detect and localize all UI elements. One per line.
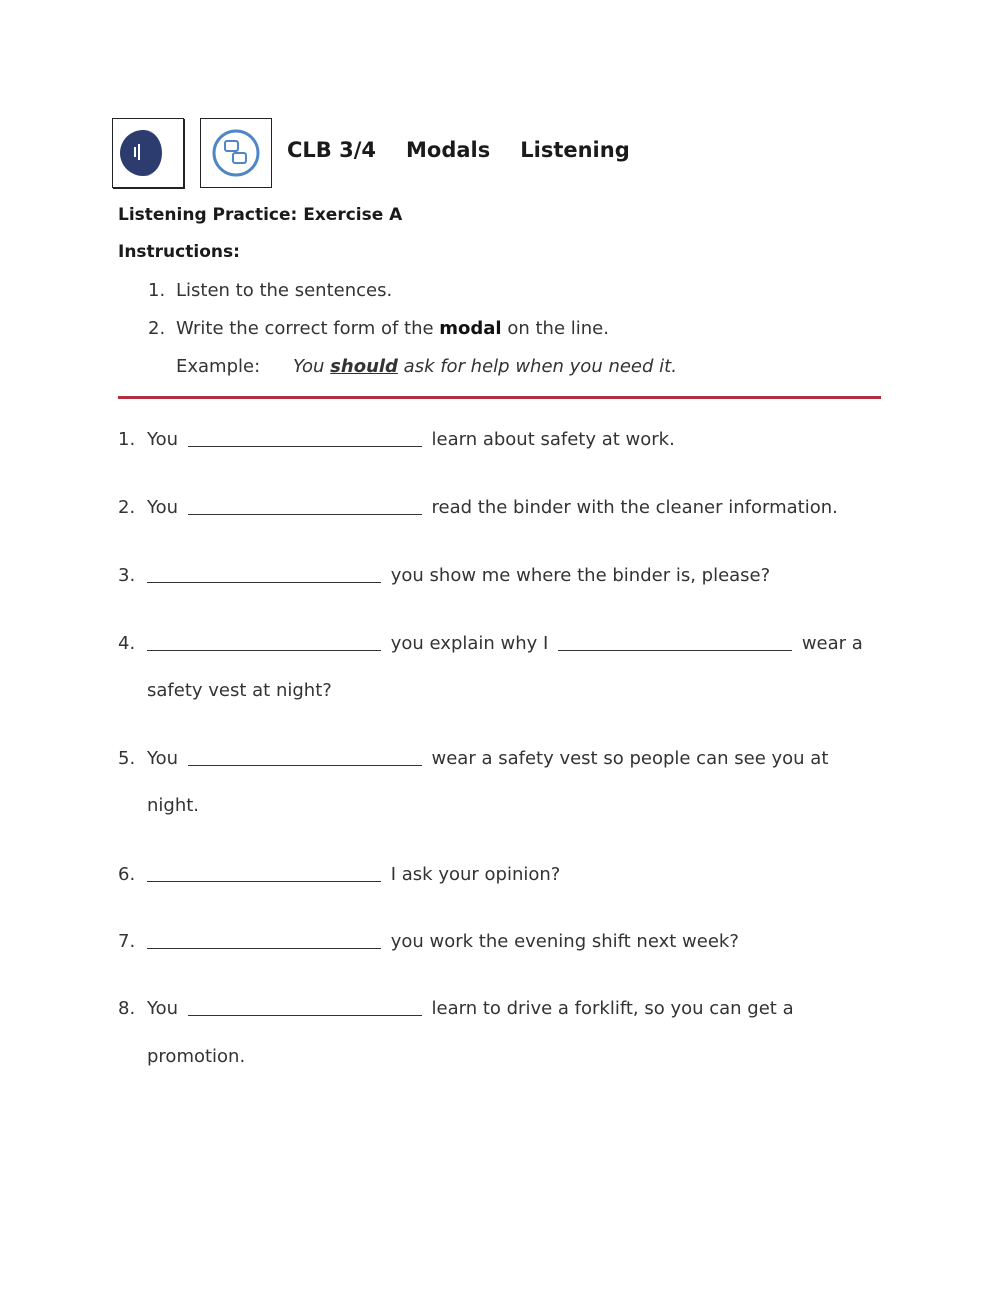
answer-blank[interactable] [188,747,422,766]
question-8-continued: promotion. [147,1046,246,1067]
question-number: 8. [118,998,136,1019]
answer-blank[interactable] [188,997,422,1016]
question-end: you show me where the binder is, please? [390,565,771,586]
question-number: 2. [118,497,136,518]
instruction-text: Write the correct form of the [176,318,440,339]
question-4-continued: safety vest at night? [147,680,332,701]
question-end: wear a [801,633,863,654]
answer-blank[interactable] [147,564,381,583]
question-start: You [147,748,179,769]
question-4 [118,632,863,654]
question-start: You [147,497,179,518]
answer-blank[interactable] [558,632,792,651]
exercise-title: Listening Practice: Exercise A [118,205,403,225]
instruction-number: 2. [148,318,166,339]
skill-label: Listening [520,138,630,162]
question-number: 1. [118,429,136,450]
answer-blank[interactable] [188,496,422,515]
header [112,118,732,188]
question-6 [118,863,560,885]
question-number: 3. [118,565,136,586]
section-divider [118,396,881,399]
instruction-text: Listen to the sentences. [176,280,393,301]
question-number: 5. [118,748,136,769]
question-3 [118,564,770,586]
instruction-item [148,318,609,339]
question-number: 6. [118,864,136,885]
question-8 [118,997,794,1019]
question-end: read the binder with the cleaner information. [431,497,838,518]
question-2 [118,496,838,518]
example-answer: should [330,356,398,377]
question-end: learn about safety at work. [431,429,675,450]
question-7 [118,930,739,952]
topic-label: Modals [406,138,491,162]
worksheet-title [287,138,660,162]
question-start: You [147,429,179,450]
question-5 [118,747,828,769]
listening-ear-icon [112,118,184,188]
example-label: Example: [176,356,261,377]
instruction-text-end: on the line. [501,318,609,339]
question-number: 7. [118,931,136,952]
question-number: 4. [118,633,136,654]
answer-blank[interactable] [147,863,381,882]
instruction-keyword: modal [439,318,502,339]
example-start: You [293,356,331,377]
instruction-item [148,280,392,301]
example-sentence [176,356,677,377]
question-start: You [147,998,179,1019]
question-end: I ask your opinion? [390,864,561,885]
question-middle: you explain why I [390,633,549,654]
question-end: you work the evening shift next week? [390,931,739,952]
question-5-continued: night. [147,795,200,816]
instruction-number: 1. [148,280,166,301]
answer-blank[interactable] [188,428,422,447]
answer-blank[interactable] [147,632,381,651]
level-label: CLB 3/4 [287,138,377,162]
question-1 [118,428,675,450]
question-end: wear a safety vest so people can see you at [431,748,829,769]
answer-blank[interactable] [147,930,381,949]
example-end: ask for help when you need it. [397,356,677,377]
instructions-label: Instructions: [118,242,240,262]
question-end: learn to drive a forklift, so you can get a [431,998,794,1019]
conversation-icon [200,118,272,188]
